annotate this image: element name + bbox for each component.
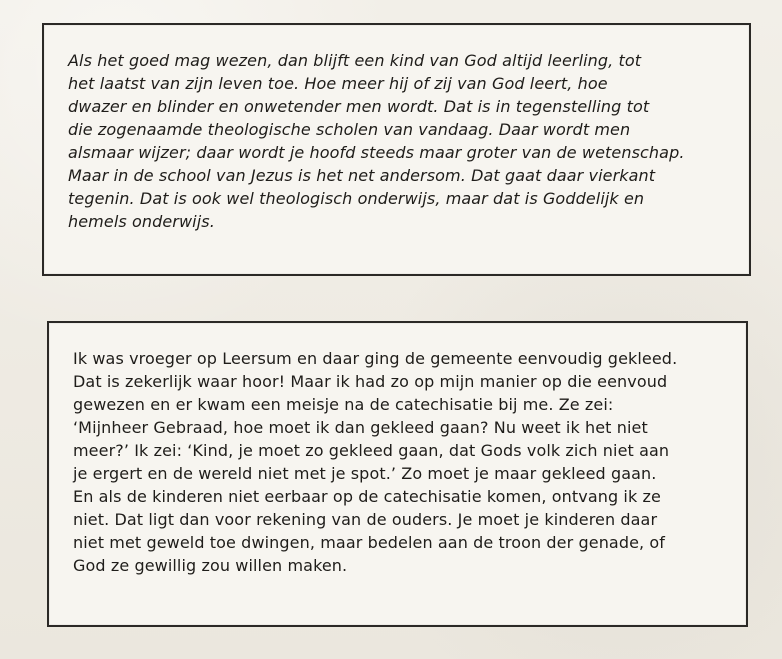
quote-box-2 [47, 321, 748, 627]
quote-box-1 [42, 23, 751, 276]
background-bleedthrough-bottom [0, 628, 782, 659]
quote-text-2: Ik was vroeger op Leersum en daar ging de gemeente eenvoudig gekleed. Dat is zekerlijk waar hoor! Maar ik had zo op mijn manier op die eenvoud gewezen en er kwam een meisje na de catechisatie bij me. Ze zei: ‘Mijnheer Gebraad, hoe moet ik dan gekleed gaan? Nu weet ik het niet meer?’ Ik zei: ‘Kind, je moet zo gekleed gaan, dat Gods volk zich niet aan je ergert en de wereld niet met je spot.’ Zo moet je maar gekleed gaan. En als de kinderen niet eerbaar op de catechisatie komen, ontvang ik ze niet. Dat ligt dan voor rekening van de ouders. Je moet je kinderen daar niet met geweld toe dwingen, maar bedelen aan de troon der genade, of God ze gewillig zou willen maken. [73, 349, 678, 575]
quote-text-1: Als het goed mag wezen, dan blijft een kind van God altijd leerling, tot het laatst van zijn leven toe. Hoe meer hij of zij van God leert, hoe dwazer en blinder en onwetender men wordt. Dat is in tegenstelling tot die zogenaamde theologische scholen van vandaag. Daar wordt men alsmaar wijzer; daar wordt je hoofd steeds maar groter van de wetenschap. Maar in de school van Jezus is het net andersom. Dat gaat daar vierkant tegenin. Dat is ook wel theologisch onderwijs, maar dat is Goddelijk en hemels onderwijs. [68, 51, 685, 231]
background-bleedthrough-top [0, 0, 782, 24]
